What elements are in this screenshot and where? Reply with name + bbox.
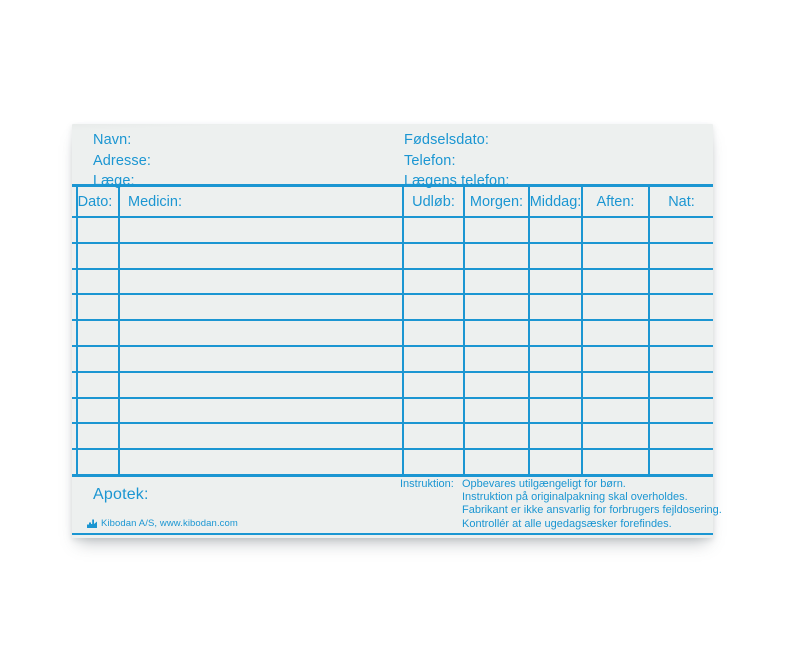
table-body <box>72 218 713 474</box>
patient-fields <box>93 130 151 192</box>
table-cell <box>583 321 650 345</box>
table-cell <box>530 270 583 294</box>
table-cell <box>530 373 583 397</box>
instruction-line: Kontrollér at alle ugedagsæsker forefindes. <box>462 517 672 530</box>
table-row <box>72 424 713 450</box>
table-cell <box>530 244 583 268</box>
instruction-label: Instruktion: <box>400 478 454 490</box>
table-left-border <box>76 187 78 474</box>
column-header-aften: Aften: <box>583 187 650 216</box>
table-cell <box>650 399 713 423</box>
column-header-middag: Middag: <box>530 187 583 216</box>
table-row <box>72 218 713 244</box>
table-cell <box>465 321 530 345</box>
column-header-dato: Dato: <box>72 187 120 216</box>
table-cell <box>650 321 713 345</box>
table-cell <box>404 295 465 319</box>
table-cell <box>583 399 650 423</box>
table-row <box>72 270 713 296</box>
table-cell <box>530 321 583 345</box>
table-cell <box>465 218 530 242</box>
medication-card <box>72 124 722 538</box>
medication-table <box>72 184 713 477</box>
table-cell <box>120 270 404 294</box>
table-cell <box>465 270 530 294</box>
table-cell <box>120 347 404 371</box>
kibodan-logo-icon <box>87 519 97 528</box>
table-cell <box>72 424 120 448</box>
table-cell <box>583 347 650 371</box>
table-cell <box>583 218 650 242</box>
table-cell <box>120 321 404 345</box>
column-header-morgen: Morgen: <box>465 187 530 216</box>
table-cell <box>120 218 404 242</box>
table-cell <box>650 450 713 474</box>
table-cell <box>583 244 650 268</box>
table-cell <box>583 295 650 319</box>
table-cell <box>404 399 465 423</box>
table-cell <box>650 295 713 319</box>
table-cell <box>120 373 404 397</box>
table-row <box>72 373 713 399</box>
field-label-laegens-telefon: Lægens telefon: <box>404 173 510 189</box>
table-cell <box>650 270 713 294</box>
field-label-navn: Navn: <box>93 132 132 148</box>
table-cell <box>465 424 530 448</box>
brand-text: Kibodan A/S, www.kibodan.com <box>101 518 238 529</box>
contact-fields <box>404 130 510 192</box>
table-cell <box>583 424 650 448</box>
brand-line <box>87 518 238 529</box>
instruction-line: Instruktion på originalpakning skal overholdes. <box>462 491 688 504</box>
table-cell <box>650 424 713 448</box>
table-cell <box>465 450 530 474</box>
table-cell <box>404 270 465 294</box>
table-cell <box>465 399 530 423</box>
table-cell <box>120 424 404 448</box>
table-cell <box>465 347 530 371</box>
table-row <box>72 244 713 270</box>
table-cell <box>530 424 583 448</box>
table-cell <box>404 347 465 371</box>
table-row <box>72 347 713 373</box>
table-cell <box>650 347 713 371</box>
table-cell <box>72 270 120 294</box>
table-cell <box>465 295 530 319</box>
table-cell <box>650 218 713 242</box>
table-cell <box>72 244 120 268</box>
instruction-line: Fabrikant er ikke ansvarlig for forbrugers fejldosering. <box>462 504 722 517</box>
table-cell <box>530 450 583 474</box>
column-header-udloeb: Udløb: <box>404 187 465 216</box>
table-cell <box>72 321 120 345</box>
table-cell <box>583 373 650 397</box>
table-header-row <box>72 187 713 218</box>
table-cell <box>650 373 713 397</box>
table-row <box>72 321 713 347</box>
column-header-medicin: Medicin: <box>120 187 404 216</box>
table-cell <box>120 295 404 319</box>
table-cell <box>72 295 120 319</box>
table-cell <box>72 450 120 474</box>
table-cell <box>530 399 583 423</box>
table-cell <box>404 450 465 474</box>
card-bottom-rule <box>72 533 713 535</box>
table-cell <box>120 450 404 474</box>
table-cell <box>583 270 650 294</box>
field-label-adresse: Adresse: <box>93 152 152 169</box>
table-cell <box>404 218 465 242</box>
table-row <box>72 295 713 321</box>
table-cell <box>465 373 530 397</box>
instruction-line: Opbevares utilgængeligt for børn. <box>462 478 626 490</box>
table-cell <box>72 347 120 371</box>
table-cell <box>72 373 120 397</box>
table-cell <box>404 244 465 268</box>
table-cell <box>120 399 404 423</box>
table-cell <box>72 399 120 423</box>
table-cell <box>465 244 530 268</box>
field-label-foedselsdato: Fødselsdato: <box>404 132 490 148</box>
table-cell <box>404 373 465 397</box>
instruction-list <box>462 478 722 531</box>
column-header-nat: Nat: <box>668 193 695 210</box>
table-cell <box>530 295 583 319</box>
field-label-telefon: Telefon: <box>404 152 456 169</box>
field-label-laege: Læge: <box>93 173 135 189</box>
table-cell <box>583 450 650 474</box>
table-cell <box>404 424 465 448</box>
table-cell <box>404 321 465 345</box>
table-cell <box>530 218 583 242</box>
table-row <box>72 399 713 425</box>
table-cell <box>120 244 404 268</box>
table-cell <box>72 218 120 242</box>
table-cell <box>650 244 713 268</box>
table-cell <box>530 347 583 371</box>
apotek-label: Apotek: <box>93 486 149 503</box>
table-row <box>72 450 713 474</box>
